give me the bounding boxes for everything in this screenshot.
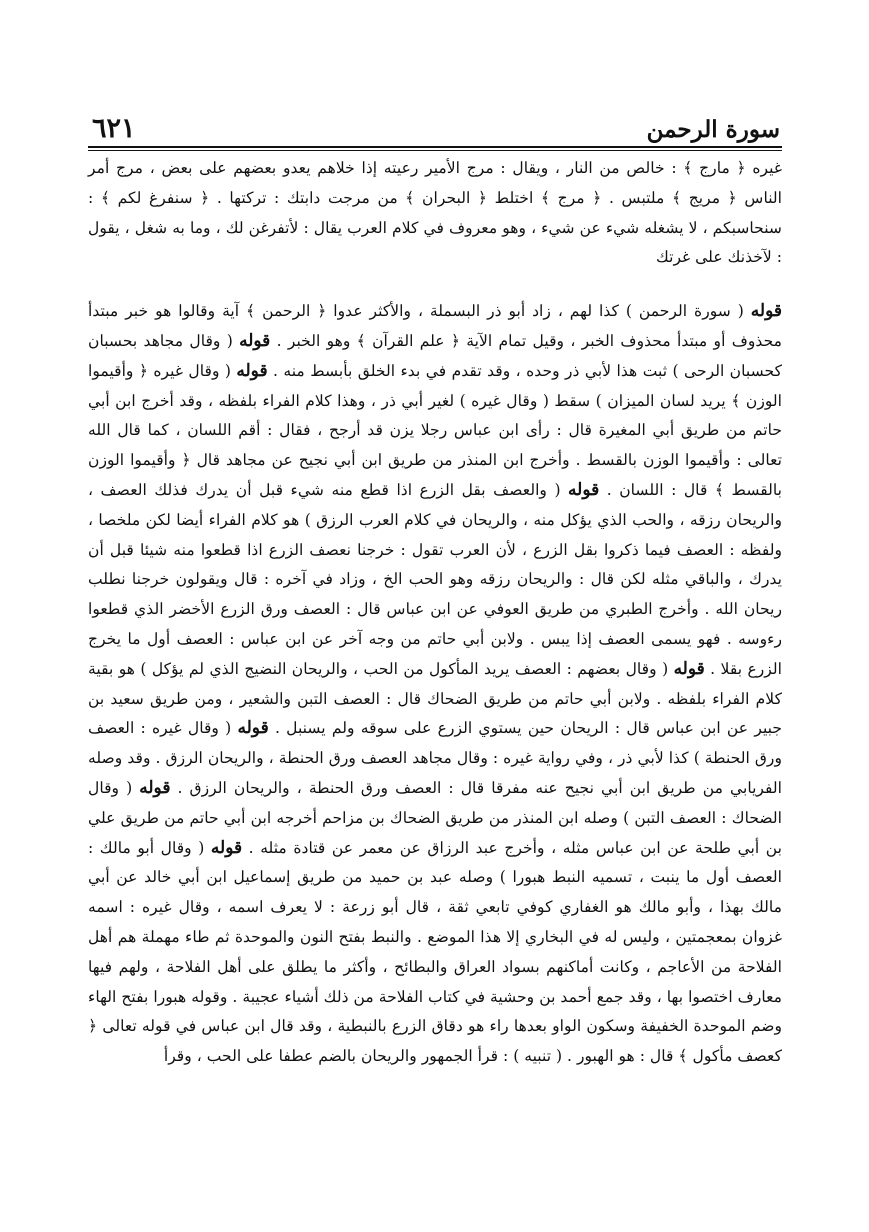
qawluhu-marker: قوله (236, 360, 268, 381)
page-number: ٦٢١ (92, 113, 136, 144)
text-segment: ( وقال غيره ﴿ وأقيموا الوزن ﴾ يريد لسان الميزان ) سقط ( وقال غيره ) لغير أبي ذر ، وهذا كلام الفراء بلفظه ، وقد أخرج ابن أبي حاتم من طريق أبي المغيرة قال : رأى ابن عباس رجلا يزن قد أرجح ، فقال : أقم اللسان ، كما قال الله تعالى : وأقيموا الوزن بالقسط . وأخرج ابن المنذر من طريق ابن أبي نجيح عن مجاهد قال ﴿ وأقيموا الوزن بالقسط ﴾ قال : اللسان . (88, 361, 782, 499)
text-segment: ( وقال مجاهد بحسبان كحسبان الرحى ) ثبت هذا لأبي ذر وحده ، وقد تقدم في بدء الخلق بأبسط منه . (88, 331, 782, 380)
header-rule (88, 146, 782, 151)
text-segment: غيره ﴿ مارج ﴾ : خالص من النار ، ويقال : مرج الأمير رعيته إذا خلاهم يعدو بعضهم على بعض ، مرج أمر الناس ﴿ مريج ﴾ ملتبس . ﴿ مرج ﴾ اختلط ﴿ البحران ﴾ من مرجت دابتك : تركتها . ﴿ سنفرغ لكم ﴾ : سنحاسبكم ، لا يشغله شيء عن شيء ، وهو معروف في كلام العرب يقال : لأتفرغن لك ، وما به شغل ، يقول : لآخذنك على غرتك (88, 159, 782, 267)
text-segment: ( وقال الضحاك : العصف التبن ) وصله ابن المنذر من طريق الضحاك بن مزاحم أخرجه ابن أبي حاتم من طريق علي بن أبي طلحة عن ابن عباس مثله ، وأخرج عبد الرزاق عن معمر عن قتادة مثله . (88, 778, 783, 857)
paragraph-2 (88, 297, 782, 1072)
qawluhu-marker: قوله (568, 479, 600, 500)
paragraph-1 (88, 154, 782, 273)
page-header (92, 100, 780, 144)
text-segment: ( وقال بعضهم : العصف يريد المأكول من الحب ، والريحان النضيج الذي لم يؤكل ) هو بقية كلام الفراء بلفظه . ولابن أبي حاتم من طريق الضحاك قال : العصف التبن والشعير ، ومن طريق سعيد بن جبير عن ابن عباس قال : الريحان حين يستوي الزرع على سوقه ولم يسنبل . (88, 659, 782, 738)
qawluhu-marker: قوله (750, 301, 782, 322)
qawluhu-marker: قوله (139, 777, 171, 798)
qawluhu-marker: قوله (210, 837, 243, 858)
qawluhu-marker: قوله (239, 330, 271, 351)
text-segment: ( سورة الرحمن ) كذا لهم ، زاد أبو ذر البسملة ، والأكثر عدوا ﴿ الرحمن ﴾ آية وقالوا هو خبر مبتدأ محذوف أو مبتدأ محذوف الخبر ، وقيل تمام الآية ﴿ علم القرآن ﴾ وهو الخبر . (88, 302, 783, 350)
qawluhu-marker: قوله (673, 658, 705, 679)
text-segment: ( والعصف بقل الزرع اذا قطع منه شيء قبل أن يدرك فذلك العصف ، والريحان رزقه ، والحب الذي يؤكل منه ، والريحان في كلام العرب الرزق ) هو كلام الفراء أيضا لكن ملخصا ، ولفظه : العصف فيما ذكروا بقل الزرع ، لأن العرب تقول : خرجنا نعصف الزرع اذا قطعوا منه شيئا قبل أن يدرك ، والباقي مثله لكن قال : والريحان رزقه وهو الحب الخ ، وزاد في آخره : قال ويقولون خرجنا نطلب ريحان الله . وأخرج الطبري من طريق العوفي عن ابن عباس قال : العصف ورق الزرع الأخضر الذي قطعوا رءوسه . فهو يسمى العصف إذا يبس . ولابن أبي حاتم من وجه آخر عن ابن عباس : العصف أول ما يخرج الزرع بقلا . (88, 480, 782, 678)
qawluhu-marker: قوله (237, 718, 269, 739)
main-text (88, 154, 782, 1204)
text-segment: ( وقال أبو مالك : العصف أول ما ينبت ، تسميه النبط هبورا ) وصله عبد بن حميد من طريق إسماعيل ابن أبي خالد عن أبي مالك بهذا ، وأبو مالك هو الغفاري كوفي تابعي ثقة ، قال أبو زرعة : لا يعرف اسمه ، وقال غيره : اسمه غزوان بمعجمتين ، وليس له في البخاري إلا هذا الموضع . والنبط بفتح النون والموحدة ثم طاء مهملة هم أهل الفلاحة من الأعاجم ، وكانت أماكنهم بسواد العراق والبطائح ، وأكثر ما يطلق على أهل الفلاحة ، ولهم فيها معارف اختصوا بها ، وقد جمع أحمد بن وحشية في كتاب الفلاحة من ذلك أشياء عجيبة . وقوله هبورا بفتح الهاء وضم الموحدة الخفيفة وسكون الواو بعدها راء هو دقاق الزرع بالنبطية ، وقد قال ابن عباس في قوله تعالى ﴿ كعصف مأكول ﴾ قال : هو الهبور . ( تنبيه ) : قرأ الجمهور والريحان بالضم عطفا على الحب ، وقرأ (88, 838, 782, 1066)
chapter-title: سورة الرحمن (646, 116, 780, 143)
text-segment: ( وقال غيره : العصف ورق الحنطة ) كذا لأبي ذر ، وفي رواية غيره : وقال مجاهد العصف ورق الحنطة ، والريحان الرزق . وقد وصله الفريابي من طريق ابن أبي نجيح عنه مفرقا قال : العصف ورق الحنطة ، والريحان الرزق . (88, 719, 782, 797)
